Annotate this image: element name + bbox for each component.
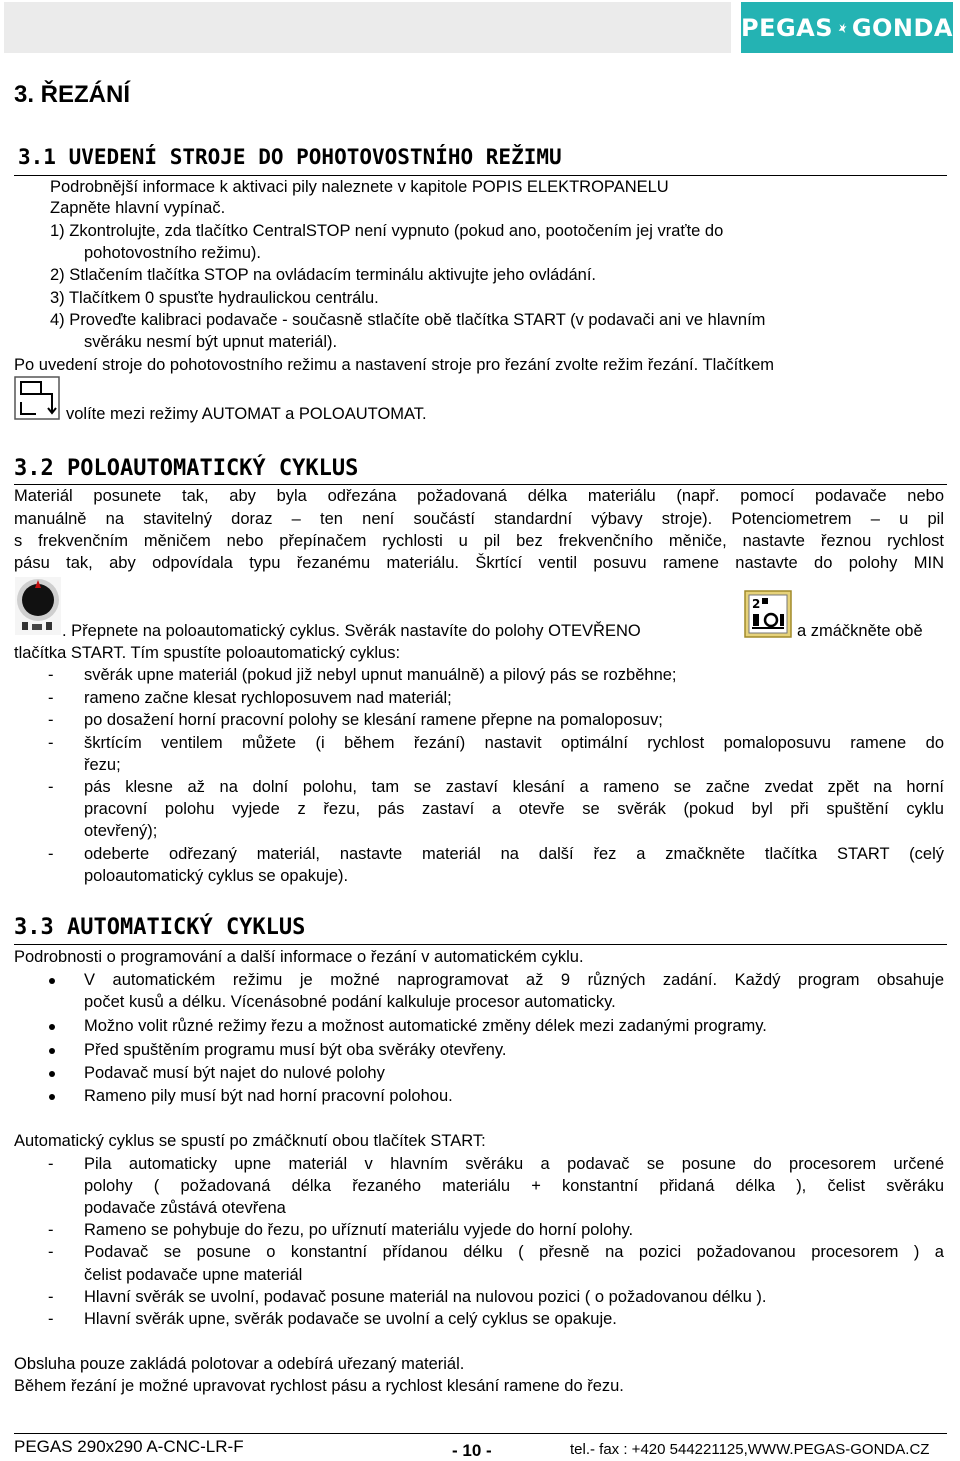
s33-a5: Hlavní svěrák upne, svěrák podavače se uvolní a celý cyklus se opakuje. [84,1310,617,1328]
heading-3-3-num: 3.3 [14,915,54,940]
heading-3-3 [14,915,305,940]
s31-item3: 3) Tlačítkem 0 spusťte hydraulickou centrálu. [50,289,379,307]
s32-p5b: a zmáčkněte obě [797,622,923,640]
pegasus-icon [837,13,848,43]
footer-rule [14,1433,947,1434]
s32-d4b: řezu; [84,756,121,774]
s33-a3a: Podavač se posune o konstantní přídanou délku ( přesně na pozici požadovanou procesorem ) a [84,1243,944,1261]
s33-a1a: Pila automaticky upne materiál v hlavním svěráku a podavač se posune do procesorem určené [84,1155,944,1173]
footer-contact: tel.- fax : +420 544221125,WWW.PEGAS-GONDA.CZ [570,1441,930,1458]
heading-rule [14,484,947,485]
s31-item1b: pohotovostního režimu). [84,244,262,262]
brand-logo: PEGAS GONDA [741,2,953,53]
header-bar [4,2,731,53]
s32-d2: rameno začne klesat rychloposuvem nad materiál; [84,689,452,707]
s31-para1: Po uvedení stroje do pohotovostního režimu a nastavení stroje pro řezání zvolte režim řezání. Tlačítkem [14,356,774,374]
s32-d3: po dosažení horní pracovní polohy se klesání ramene přepne na pomaloposuv; [84,711,663,729]
footer-model: PEGAS 290x290 A-CNC-LR-F [14,1437,244,1456]
mode-switch-icon [14,376,60,420]
s32-p2: manuálně na stavitelný doraz – ten není součástí standardní výbavy stroje). Potenciometrem – u pil [14,510,944,528]
footer-page-number: - 10 - [452,1441,492,1460]
s32-d5b: pracovní polohu vyjede z řezu, pás zastaví a otevře se svěrák (pokud byl při spuštění cyklu [84,800,944,818]
s32-p1: Materiál posunete tak, aby byla odřezána požadovaná délka materiálu (např. pomocí podavače nebo [14,487,944,505]
s32-d1: svěrák upne materiál (pokud již nebyl upnut manuálně) a pilový pás se rozběhne; [84,666,677,684]
s33-intro: Podrobnosti o programování a další informace o řezání v automatickém cyklu. [14,948,584,966]
s31-para2: volíte mezi režimy AUTOMAT a POLOAUTOMAT. [66,405,427,423]
bullet-icon [49,1024,55,1030]
s33-a3b: čelist podavače upne materiál [84,1266,303,1284]
heading-rule [14,944,947,945]
s32-p4: pásu tak, aby odpovídala typu řezanému materiálu. Škrtící ventil posuvu ramene nastavte do polohy MIN [14,554,944,572]
vise-open-icon [744,590,792,638]
s32-d6a: odeberte odřezaný materiál, nastavte materiál na další řez a zmačkněte tlačítka START (celý [84,845,944,863]
s33-auto-intro: Automatický cyklus se spustí po zmáčknutí obou tlačítek START: [14,1132,486,1150]
s33-b5: Rameno pily musí být nad horní pracovní polohou. [84,1087,453,1105]
s33-a1b: polohy ( požadovaná délka řezaného materiálu + konstantní přidaná délka ), čelist svěráku [84,1177,944,1195]
throttle-valve-min-icon [14,576,62,636]
s33-a2: Rameno se pohybuje do řezu, po uříznutí materiálu vyjede do horní polohy. [84,1221,634,1239]
bullet-icon [49,1048,55,1054]
s31-item4b: svěráku nesmí být upnut materiál). [84,333,338,351]
s31-intro1: Podrobnější informace k aktivaci pily naleznete v kapitole POPIS ELEKTROPANELU [50,178,669,196]
s32-d6b: poloautomatický cyklus se opakuje). [84,867,349,885]
s33-b3: Před spuštěním programu musí být oba svěráky otevřeny. [84,1041,507,1059]
s32-d4a: škrtícím ventilem můžete (i během řezání) nastavit optimální rychlost pomaloposuvu ramene do [84,734,944,752]
s31-item1a: 1) Zkontrolujte, zda tlačítko CentralSTOP není vypnuto (pokud ano, pootočením jej vraťte do [50,222,724,240]
s33-a4: Hlavní svěrák se uvolní, podavač posune materiál na nulovou pozici ( o požadovanou délku ). [84,1288,767,1306]
s33-b1b: počet kusů a délku. Vícenásobné podání kalkuluje procesor automaticky. [84,993,616,1011]
s33-a1c: podavače zůstává otevřena [84,1199,286,1217]
heading-rule [14,175,947,176]
s33-b4: Podavač musí být najet do nulové polohy [84,1064,385,1082]
svg-text:2: 2 [752,597,761,611]
s32-p6: tlačítka START. Tím spustíte poloautomatický cyklus: [14,644,401,662]
heading-3-2-text: POLOAUTOMATICKÝ CYKLUS [67,456,359,481]
heading-3-1: 3.1 UVEDENÍ STROJE DO POHOTOVOSTNÍHO REŽIMU [18,145,562,169]
bullet-icon [49,1094,55,1100]
s33-end1: Obsluha pouze zakládá polotovar a odebírá uřezaný materiál. [14,1355,465,1373]
s32-p3: s frekvenčním měničem nebo přepínačem rychlosti u pil bez frekvenčního měniče, nastavte řeznou rychlost [14,532,944,550]
s33-b2: Možno volit různé režimy řezu a možnost automatické změny délek mezi zadanými programy. [84,1017,767,1035]
bullet-icon [49,1071,55,1077]
s31-item2: 2) Stlačením tlačítka STOP na ovládacím terminálu aktivujte jeho ovládání. [50,266,596,284]
s31-item4a: 4) Proveďte kalibraci podavače - současně stlačíte obě tlačítka START (v podavači ani ve hlavním [50,311,766,329]
s31-intro2: Zapněte hlavní vypínač. [50,199,226,217]
s32-p5a: . Přepnete na poloautomatický cyklus. Svěrák nastavíte do polohy OTEVŘENO [62,622,641,640]
bullet-icon [49,978,55,984]
section-title: 3. ŘEZÁNÍ [14,81,131,108]
s32-d5c: otevřený); [84,822,158,840]
s33-end2: Během řezání je možné upravovat rychlost pásu a rychlost klesání ramene do řezu. [14,1377,624,1395]
heading-3-2 [14,456,358,481]
heading-3-3-text: AUTOMATICKÝ CYKLUS [67,915,306,940]
s33-b1a: V automatickém režimu je možné naprogramovat až 9 různých zadání. Každý program obsahuje [84,971,944,989]
heading-3-2-num: 3.2 [14,456,54,481]
s32-d5a: pás klesne až na dolní polohu, tam se zastaví klesání a rameno se začne zvedat zpět na horní [84,778,944,796]
